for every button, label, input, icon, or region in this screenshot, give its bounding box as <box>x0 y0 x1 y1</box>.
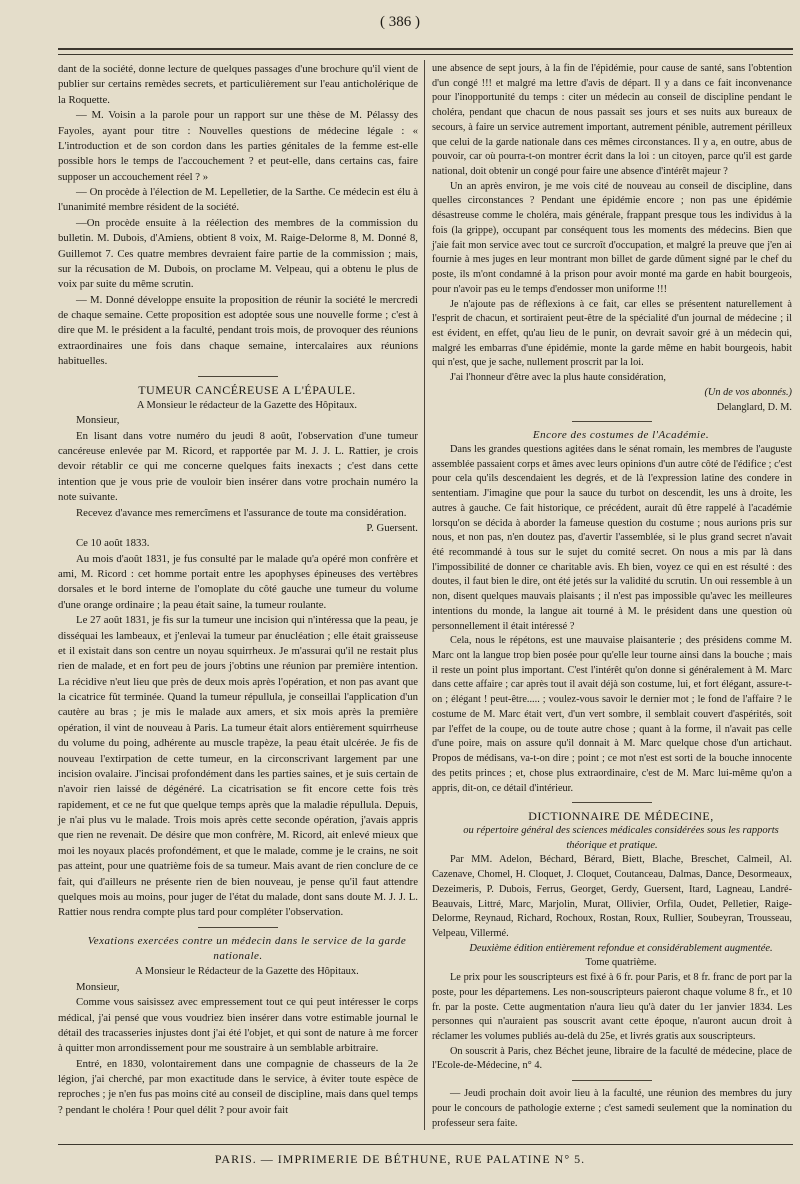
paragraph: Le prix pour les souscripteurs est fixé à 6 fr. pour Paris, et 8 fr. franc de port par la poste, pour les départemens. Les non-souscripteurs paieront chaque volume 8 fr., et 10 fr. par la poste. Cette augmentation n'aura lieu qu'à dater du 1er janvier 1834. Les personnes qui n'auraient pas souscrit avant cette époque, n'auront aucun droit à réclamer les volumes publiés au-delà du 25e, et livrés gratis aux souscripteurs. <box>432 972 792 1042</box>
article-heading: TUMEUR CANCÉREUSE A L'ÉPAULE. <box>138 382 356 397</box>
paragraph: Au mois d'août 1831, je fus consulté par le malade qu'a opéré mon confrère et ami, M. Ricord : cet homme portait entre les apophyses épineuses des vertèbres dorsales et le bord interne de l'omoplate du côté gauche une tumeur du volume d'une orange ordinaire ; la peau était saine, la tumeur roulante. <box>58 552 418 611</box>
paragraph: Dans les grandes questions agitées dans le sénat romain, les membres de l'auguste assemblée passaient corps et âmes avec leurs opinions d'un autre côté de l'édifice ; c'est pour cela qu'ils descendaient les degrés, et de là l'expression latine des condere in sententiam. J'imagine que pour la sauce du turbot on descendit, les uns à droite, les autres à gauche. Ce fait historique, ce précédent, aurait dû être rappelé à l'académie lorsqu'on se décida à aborder la fameuse question du costume ; nous aurions pris sur nous, et non pas, n'en doutez pas, d'avertir l'assemblée, si le plus grand secret n'avait été recommandé à tous sur le sujet du comité secret. On nous a mis par là dans l'impossibilité de donner ce charitable avis. Eh bien, voyez ce qui en est résulté : des doutes, il faut bien le dire, ont été jetés sur la validité du scrutin. Un oui ressemble à un non, disent quelques mauvais plaisants ; il n'est pas impossible qu'avec les meilleures intentions du monde, la langue ait tourné à M. le président dans une question où personnellement il était intéressé ? <box>432 443 792 632</box>
paragraph: Le 27 août 1831, je fis sur la tumeur une incision qui n'intéressa que la peau, je disséquai les lambeaux, et j'enlevai la tumeur par énucléation ; elle était graisseuse et il existait dans son centre un noyau squirrheux. Je m'assurai qu'il ne restait plus rien de malade, et en fort peu de jours j'obtins une réunion par première intention. La récidive n'eut lieu que près de deux mois après l'opération, et non pas avant que la cicatrice fût terminée. Quand la tumeur répullula, je conseillai l'application d'un cautère au bras ; je mis le malade aux amers, et six mois après la première opération, il vint de nouveau à Paris. La tumeur était alors entièrement squirrheuse du volume du poing, adhérente au muscle trapèze, la peau était ulcérée. Je fis de nouveau l'extirpation de cette tumeur, en la circonscrivant largement par une incision ovalaire. J'incisai profondément dans les parties saines, et je suis certain de n'avoir rien laissé de dégénéré. La cicatrisation se fit encore cette fois très rapidement, et ce ne fut que quelque temps après que la maladie répullula. Depuis, je n'ai plus vu le malade. Trois mois après cette seconde opération, j'avais appris que rien ne revenait. De désire que mon confrère, M. Ricord, ait enlevé mieux que moi les noyaux placés profondément, et que le malade, comme je le crains, ne soit pas atteint, pour une quatrième fois de sa tumeur. Mais avant de rien conclure de ce fait, qui d'ailleurs ne présente rien de bien nouveau, je pense qu'il faut attendre quelques mois au moins, pour juger de l'état du malade, dont sans doute M. J. J. L. Rattier nous rendra compte plus tard pour compléter l'observation. <box>58 614 418 919</box>
salutation: Monsieur, <box>76 414 120 427</box>
article-subheading: A Monsieur le rédacteur de la Gazette des Hôpitaux. <box>136 399 358 411</box>
article-heading: Vexations exercées contre un médecin dans le service de la garde nationale. <box>87 934 407 962</box>
printer-footer: PARIS. — IMPRIMERIE DE BÉTHUNE, RUE PALATINE N° 5. <box>214 1152 586 1166</box>
paragraph: — Jeudi prochain doit avoir lieu à la faculté, une réunion des membres du jury pour le concours de pathologie externe ; c'est samedi seulement que la nomination du professeur sera faite. <box>432 1088 792 1129</box>
paragraph: —On procède ensuite à la réélection des membres de la commission du bulletin. M. Dubois, d'Amiens, obtient 8 voix, M. Raige-Delorme 8, M. Donné 8, Guillemot 7. Ces quatre membres devraient faire partie de la commission ; mais, sur la récusation de M. Dubois, on proclame M. Velpeau, qui a obtenu le plus de voix par suite du même scrutin. <box>58 216 418 291</box>
top-rule <box>58 48 793 50</box>
paragraph: Recevez d'avance mes remercîmens et l'assurance de toute ma considération. <box>76 506 407 519</box>
separator <box>572 421 652 422</box>
paragraph: Je n'ajoute pas de réflexions à ce fait, car elles se présentent naturellement à l'esprit de chacun, et sortiraient peut-être de la spécialité d'un journal de médecine ; il est évident, en effet, qu'au lieu de le punir, on devrait savoir gré à un médecin qui, malgré les embarras d'une épidémie, monte la garde même en habit bourgeois, habit qui n'est, que je sache, nullement proscrit par la loi. <box>432 298 792 369</box>
paragraph: On souscrit à Paris, chez Béchet jeune, libraire de la faculté de médecine, place de l'Ecole-de-Médecine, n° 4. <box>432 1045 792 1072</box>
bottom-rule <box>58 1144 793 1145</box>
salutation: Monsieur, <box>76 980 120 993</box>
top-rule-thin <box>58 54 793 55</box>
separator <box>572 1080 652 1081</box>
paragraph: — On procède à l'élection de M. Lepelletier, de la Sarthe. Ce médecin est élu à l'unanimité membre résident de la société. <box>58 186 418 214</box>
article-heading: DICTIONNAIRE DE MÉDECINE, <box>528 809 714 824</box>
paragraph: Cela, nous le répétons, est une mauvaise plaisanterie ; des présidens comme M. Marc ont la langue trop bien posée pour qu'elle leur tourne ainsi dans la bouche ; mais il reste un point plus important. C'est l'intérêt qu'on donne si généralement à M. Marc dans cette affaire ; car après tout il avait déjà son costume, lui, et fort élégant, assure-t-on ; élégant ! peut-être..... ; voulez-vous savoir le dernier mot ; le fond de l'affaire ? le costume de M. Marc était vert, d'un vert sombre, il semblait couvert d'aspérités, soit par l'effet de la coupe, ou de toute autre chose ; quant à la forme, il n'avait pas celle d'une poire, mais on assure qu'il donnait à M. Marc quelque chose d'un artichaut. Propos de médisans, va-t-on dire ; point ; ce mot n'est est sorti de la bouche innocente des petits princes ; et, chose plus extraordinaire, c'est de M. Marc lui-même qu'on a appris, dit-on, ce détail d'intérieur. <box>432 635 792 794</box>
signature: (Un de vos abonnés.) <box>704 386 792 398</box>
paragraph: une absence de sept jours, à la fin de l'épidémie, pour cause de santé, sans l'obtention d'un congé !!! et malgré ma lettre d'avis de départ. Il y a dans ce fait inconvenance pour l'inopportunité du temps : citer un médecin au conseil de discipline pendant le choléra, pendant que chacun de nous passait ses jours et ses nuits aux bureaux de secours, à faire un service autrement important, autrement pénible, autrement périlleux que celui de la garde nationale dans ces mêmes circonstances. Il y a, en outre, abus de pouvoir, car où pourra-t-on montrer écrit dans la loi : un citoyen, parce qu'il est garde national, doit obtenir un congé pour faire une absence d'intérêt majeur ? <box>432 63 792 178</box>
article-heading: Encore des costumes de l'Académie. <box>532 429 710 442</box>
column-divider <box>424 60 425 1130</box>
article-subheading: A Monsieur le Rédacteur de la Gazette des Hôpitaux. <box>135 966 359 978</box>
left-column <box>58 62 418 1118</box>
paragraph: Par MM. Adelon, Béchard, Bérard, Biett, Blache, Breschet, Calmeil, Al. Cazenave, Chomel, H. Cloquet, J. Cloquet, Coutanceau, Dalmas, Dance, Desormeaux, Dezeimeris, P. Dubois, Ferrus, Georget, Gerdy, Guersent, Itard, Lagneau, Landré-Beauvais, Littré, Marc, Marjolin, Murat, Ollivier, Orfila, Oudet, Pelletier, Raige-Delorme, Reynaud, Richard, Rochoux, Rostan, Roux, Rullier, Soubeyran, Trousseau, Velpeau, Villermé. <box>432 854 792 939</box>
paragraph: Entré, en 1830, volontairement dans une compagnie de chasseurs de la 2e légion, j'ai cherché, par mon exactitude dans le service, à éviter toute espèce de reproches ; je n'en fus pas moins cité au conseil de discipline, mais dans quel temps ? pendant le choléra ! Pour quel délit ? pour avoir fait <box>58 1057 418 1116</box>
separator <box>198 927 278 928</box>
paragraph: Comme vous saisissez avec empressement tout ce qui peut intéresser le corps médical, j'ai pensé que vous voudriez bien insérer dans votre estimable journal le détail des tracasseries injustes dont j'ai été l'objet, et qui sont de nature à me forcer à quitter mon arrondissement pour me soustraire à un semblable arbitraire. <box>58 996 418 1055</box>
paragraph: — M. Voisin a la parole pour un rapport sur une thèse de M. Pélassy des Fayoles, ayant pour titre : Nouvelles questions de médecine légale : « L'introduction et de son cordon dans les parties génitales de la femme est-elle possible hors le temps de l'accouchement ? et peut-elle, dans certains cas, faire supposer un accouchement réel ? » <box>58 109 418 183</box>
page-number: ( 386 ) <box>380 14 420 30</box>
paragraph: — M. Donné développe ensuite la proposition de réunir la société le mercredi de chaque semaine. Cette proposition est adoptée sous une nouvelle forme ; c'est à dire que M. le président a la faculté, pendant trois mois, de provoquer des réunions extraordinaires une fois dans chaque semaine, intercalaires aux réunions habituelles. <box>58 293 418 368</box>
paragraph: Un an après environ, je me vois cité de nouveau au conseil de discipline, dans quelles circonstances ? Pendant une épidémie encore ; non pas une épidémie désastreuse comme le choléra, mais générale, frappant presque tous les individus à la fois (la grippe), occupant par conséquent tous les moments des médecins. Bien que j'aie fait mon service avec tout ce surcroît d'occupation, et malgré la preuve que j'en ai fournie à mes juges en leur montrant mon billet de garde dûment signé par le chef du poste, ils m'ont condamné à la prison pour avoir monté ma garde en habit bourgeois, pour n'avoir pas eu le temps d'endosser mon uniforme !!! <box>432 180 792 295</box>
separator <box>198 376 278 377</box>
right-column <box>432 62 792 1131</box>
paragraph: dant de la société, donne lecture de quelques passages d'une brochure qu'il vient de publier sur certains remèdes secrets, et particulièrement sur l'eau anticholérique de la Roquette. <box>58 63 418 106</box>
separator <box>572 802 652 803</box>
volume-note: Tome quatrième. <box>585 957 657 969</box>
edition-note: Deuxième édition entièrement refondue et considérablement augmentée. <box>469 942 773 954</box>
dateline: Ce 10 août 1833. <box>76 537 150 550</box>
article-subheading: ou répertoire général des sciences médicales considérées sous les rapports théorique et pratique. <box>463 824 779 851</box>
paragraph: En lisant dans votre numéro du jeudi 8 août, l'observation d'une tumeur cancéreuse enlevée par M. Ricord, et rapportée par M. J. J. L. Rattier, je crois devoir rétablir ce qui me concerne quelques faits inexacts ; c'est dans cette intention que je vous prie de vouloir bien insérer dans votre prochain numéro la note suivante. <box>58 429 418 504</box>
signature: Delanglard, D. M. <box>716 401 792 413</box>
paragraph: J'ai l'honneur d'être avec la plus haute considération, <box>450 372 667 384</box>
signature: P. Guersent. <box>366 521 418 534</box>
